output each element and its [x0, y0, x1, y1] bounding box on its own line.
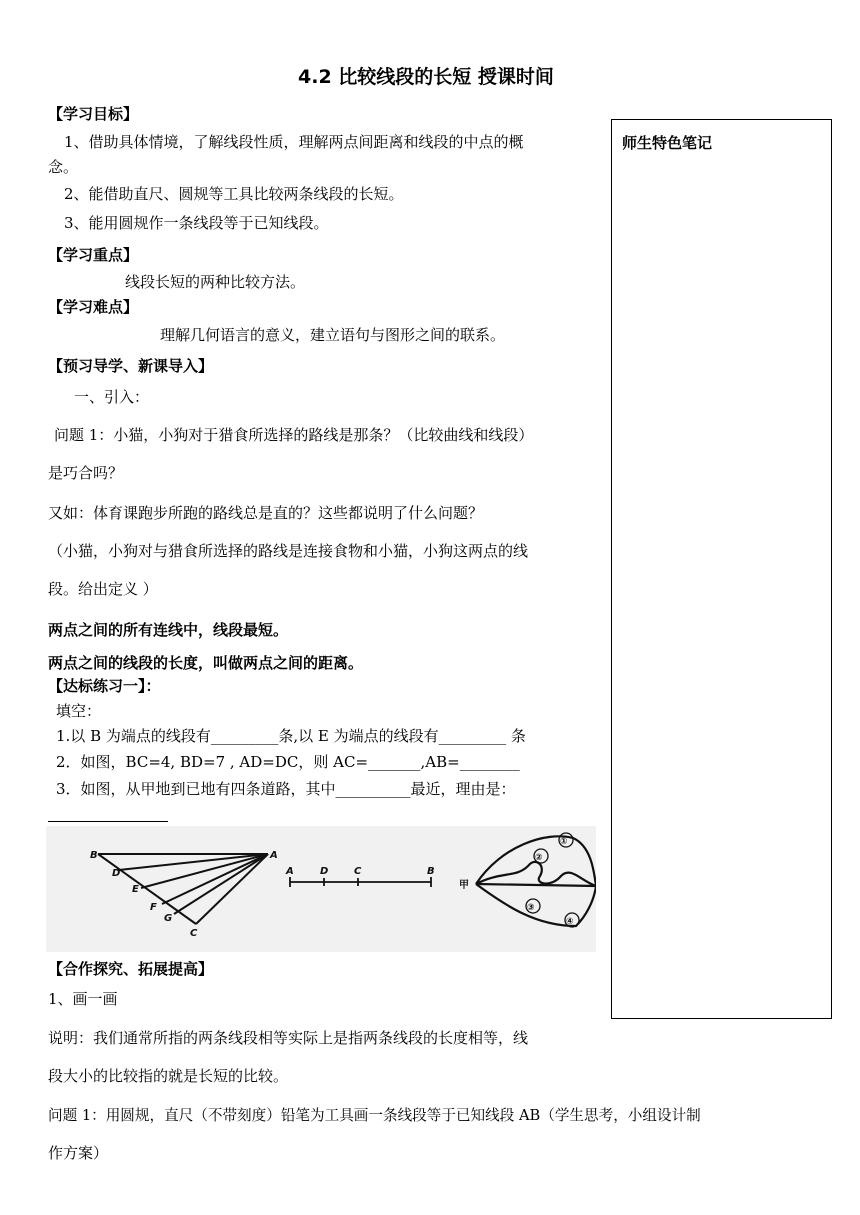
example-text: 又如：体育课跑步所跑的路线总是直的？这些都说明了什么问题？ [48, 504, 484, 522]
fig2-label-d: D [320, 866, 329, 877]
fig1-label-a: A [270, 850, 278, 861]
answer-blank-line [48, 821, 168, 822]
objective-2: 2、能借助直尺、圆规等工具比较两条线段的长短。 [64, 185, 404, 203]
intro-text: 一、引入： [74, 388, 150, 406]
page-title: 4.2 比较线段的长短 授课时间 [298, 66, 554, 88]
objective-1: 1、借助具体情境，了解线段性质，理解两点间距离和线段的中点的概 [64, 133, 524, 151]
explore-note-line2: 段大小的比较指的就是长短的比较。 [48, 1067, 289, 1085]
objective-3: 3、能用圆规作一条线段等于已知线段。 [64, 214, 329, 232]
explore-question-1-line2: 作方案） [48, 1144, 109, 1162]
fig3-label-route1: ① [560, 837, 568, 847]
rule-shortest: 两点之间的所有连线中，线段最短。 [48, 621, 289, 639]
figure-segment-adcb [290, 877, 431, 887]
fig3-label-route3: ③ [527, 903, 535, 913]
fig3-label-jia: 甲 [459, 880, 469, 891]
fig3-label-route4: ④ [566, 917, 574, 927]
explain-line1: （小猫，小狗对与猎食所选择的路线是连接食物和小猫，小狗这两点的线 [48, 542, 529, 560]
fig1-label-b: B [90, 850, 98, 861]
exercise-q2: 2．如图，BC=4, BD=7 , AD=DC，则 AC=_______,AB=________ [56, 753, 520, 771]
fig1-label-d: D [112, 868, 121, 879]
explore-note-line1: 说明：我们通常所指的两条线段相等实际上是指两条线段的长度相等，线 [48, 1029, 529, 1047]
fig2-label-a: A [286, 866, 294, 877]
fig1-label-g: G [164, 913, 173, 924]
fig2-label-b: B [427, 866, 435, 877]
objective-1-cont: 念。 [48, 158, 79, 176]
keypoint-text: 线段长短的两种比较方法。 [125, 273, 306, 291]
fig1-label-c: C [190, 928, 198, 939]
keypoint-heading: 【学习重点】 [48, 246, 139, 264]
fig2-label-c: C [354, 866, 362, 877]
rule-distance: 两点之间的线段的长度，叫做两点之间的距离。 [48, 654, 364, 672]
exercise-q3: 3．如图，从甲地到已地有四条道路，其中__________最近，理由是： [56, 780, 516, 798]
fig1-label-e: E [132, 884, 139, 895]
fill-label: 填空： [56, 702, 102, 720]
notes-box [611, 119, 832, 1019]
exercise-q1: 1.以 B 为端点的线段有_________条,以 E 为端点的线段有_________ 条 [56, 727, 526, 745]
explore-item1: 1、画一画 [48, 990, 118, 1008]
difficulty-text: 理解几何语言的意义，建立语句与图形之间的联系。 [160, 326, 506, 344]
explain-line2: 段。给出定义 ） [48, 580, 158, 598]
objectives-heading: 【学习目标】 [48, 105, 139, 123]
notes-title: 师生特色笔记 [622, 134, 713, 152]
difficulty-heading: 【学习难点】 [48, 298, 139, 316]
figures-svg [46, 826, 596, 952]
explore-heading: 【合作探究、拓展提高】 [48, 960, 214, 978]
question-1-line1: 问题 1：小猫，小狗对于猎食所选择的路线是那条？（比较曲线和线段） [54, 426, 534, 444]
explore-question-1-line1: 问题 1：用圆规，直尺（不带刻度）铅笔为工具画一条线段等于已知线段 AB（学生思考，小组设计制 [48, 1107, 701, 1124]
figures-strip [46, 826, 596, 952]
exercise1-heading: 【达标练习一】： [48, 677, 161, 695]
preview-heading: 【预习导学、新课导入】 [48, 357, 214, 375]
fig3-label-route2: ② [535, 853, 543, 863]
figure-fan-segments [98, 854, 268, 924]
question-1-line2: 是巧合吗？ [48, 464, 124, 482]
fig1-label-f: F [150, 902, 157, 913]
